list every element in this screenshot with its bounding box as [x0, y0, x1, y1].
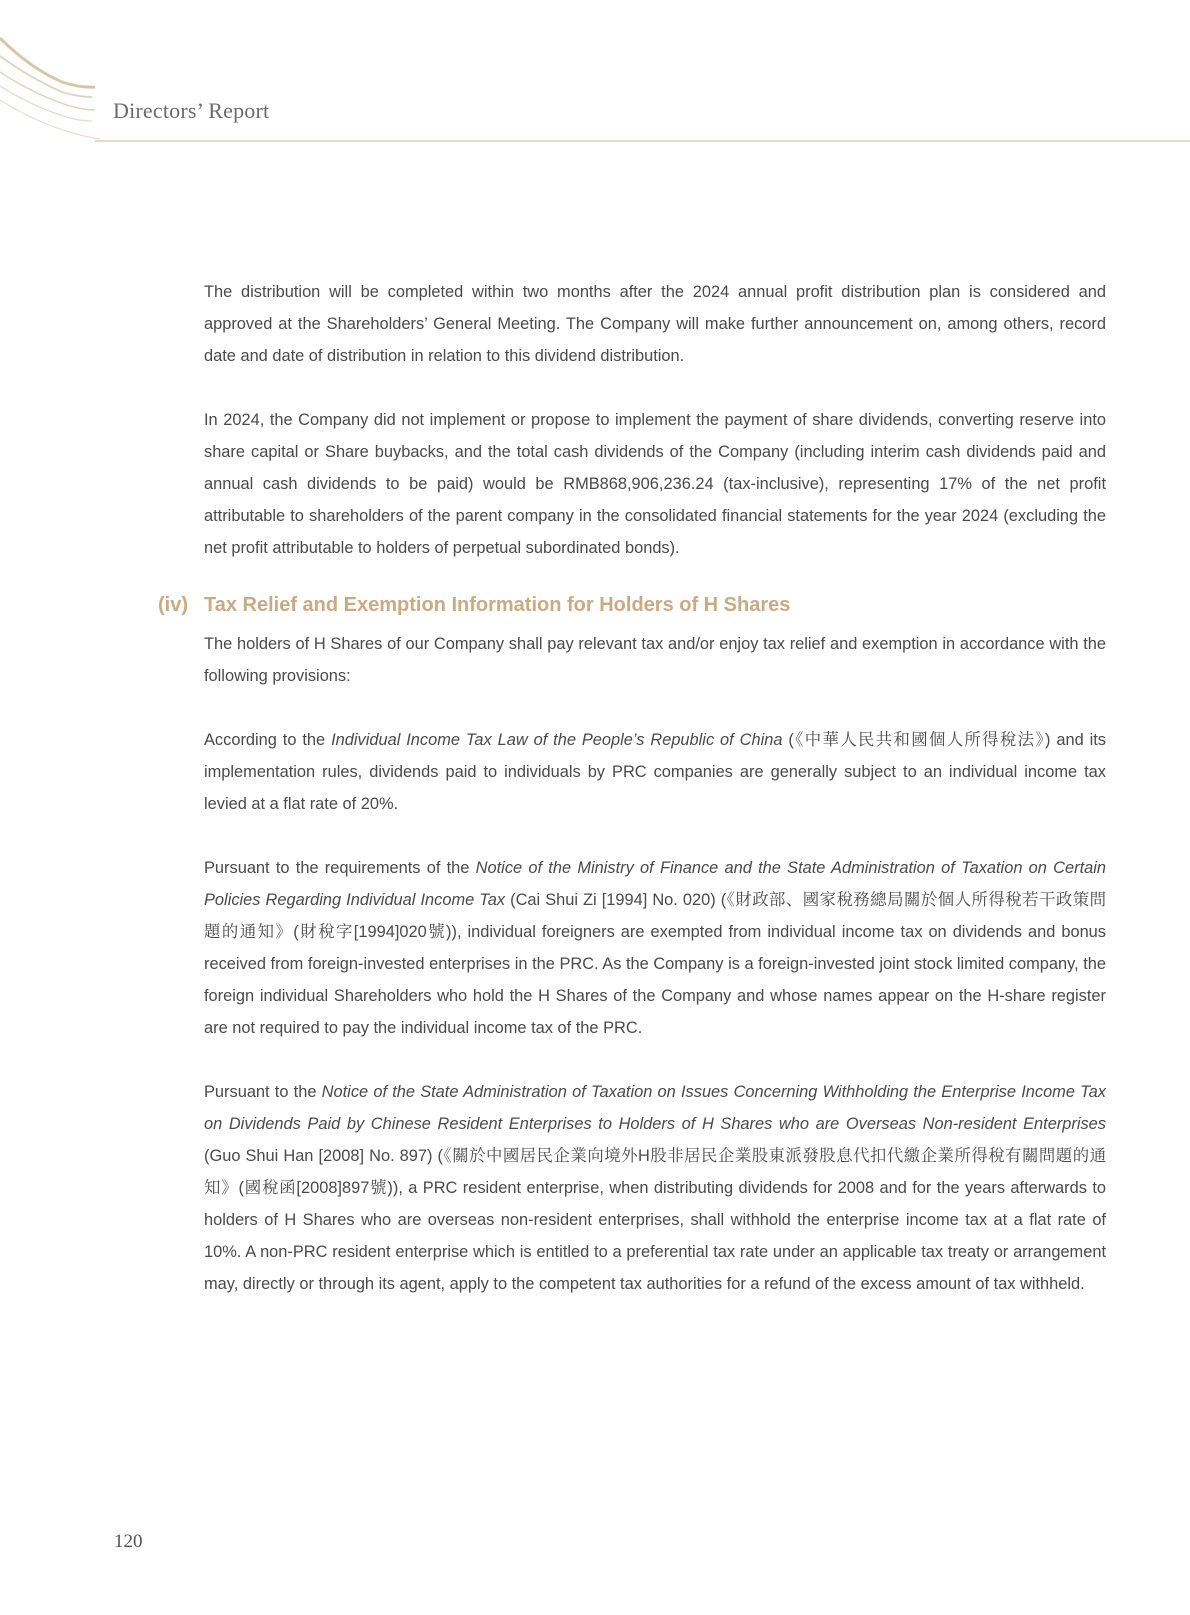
- text-segment: (Guo Shui Han [2008] No. 897) (《關於中國居民企業向境外H股非居民企業股東派發股息代扣代繳企業所得稅有關問題的通知》(國稅函[2008]897號)), a PRC resident enterprise, when distributing dividends for 2008 and for the years afterwards to holders of H Shares who are overseas non-resident enterprises, shall withhold the enterprise income tax at a flat rate of 10%. A non-PRC resident enterprise which is entitled to a preferential tax rate under an applicable tax treaty or arrangement may, directly or through its agent, apply to the competent tax authorities for a refund of the excess amount of tax withheld.: [204, 1147, 1106, 1293]
- text-segment: Pursuant to the requirements of the: [204, 859, 476, 877]
- page-header-title: Directors’ Report: [113, 98, 270, 123]
- text-segment: (Cai Shui Zi [1994] No. 020) (《財政部、國家稅務總局關於個人所得稅若干政策問題的通知》(財稅字[1994]020號)), individual foreigners are exempted from individual income tax on dividends and bonus received from foreign-invested enterprises in the PRC. As the Company is a foreign-invested joint stock limited company, the foreign individual Shareholders who hold the H Shares of the Company and whose names appear on the H-share register are not required to pay the individual income tax of the PRC.: [204, 891, 1106, 1037]
- section-number: (iv): [158, 594, 188, 616]
- paragraph-cash-dividends: In 2024, the Company did not implement or propose to implement the payment of share dividends, converting reserve into share capital or Share buybacks, and the total cash dividends of the Company (including interim cash dividends paid and annual cash dividends to be paid) would be RMB868,906,236.24 (tax-inclusive), representing 17% of the net profit attributable to shareholders of the parent company in the consolidated financial statements for the year 2024 (excluding the net profit attributable to holders of perpetual subordinated bonds).: [204, 411, 1106, 557]
- header-divider: [95, 140, 1190, 142]
- paragraph-ministry-finance-notice: [204, 852, 1106, 1044]
- paragraph-h-share-provisions: The holders of H Shares of our Company shall pay relevant tax and/or enjoy tax relief and exemption in accordance with the following provisions:: [204, 635, 1106, 685]
- notice-title-italic: Notice of the State Administration of Taxation on Issues Concerning Withholding the Enterprise Income Tax on Dividends Paid by Chinese Resident Enterprises to Holders of H Shares who are Overseas Non-resident Enterprises: [204, 1083, 1106, 1133]
- paragraph-withholding-notice: [204, 1076, 1106, 1300]
- paragraph-distribution-timing: The distribution will be completed within two months after the 2024 annual profit distribution plan is considered and approved at the Shareholders’ General Meeting. The Company will make further announcement on, among others, record date and date of distribution in relation to this dividend distribution.: [204, 283, 1106, 365]
- text-segment: According to the: [204, 731, 332, 749]
- section-title: Tax Relief and Exemption Information for Holders of H Shares: [204, 594, 791, 616]
- text-segment: (《中華人民共和國個人所得稅法》) and its implementation rules, dividends paid to individuals by PRC companies are generally subject to an individual income tax levied at a flat rate of 20%.: [204, 731, 1106, 813]
- notice-title-italic: Notice of the Ministry of Finance and the State Administration of Taxation on Certain Policies Regarding Individual Income Tax: [204, 859, 1106, 909]
- text-segment: Pursuant to the: [204, 1083, 322, 1101]
- report-body: [158, 276, 1106, 1332]
- section-heading: [158, 588, 1106, 622]
- header-decorative-arcs-icon: [0, 0, 120, 150]
- paragraph-individual-income-tax-law: [204, 724, 1106, 820]
- law-title-italic: Individual Income Tax Law of the People’s Republic of China: [331, 731, 783, 749]
- page-number: 120: [114, 1531, 143, 1552]
